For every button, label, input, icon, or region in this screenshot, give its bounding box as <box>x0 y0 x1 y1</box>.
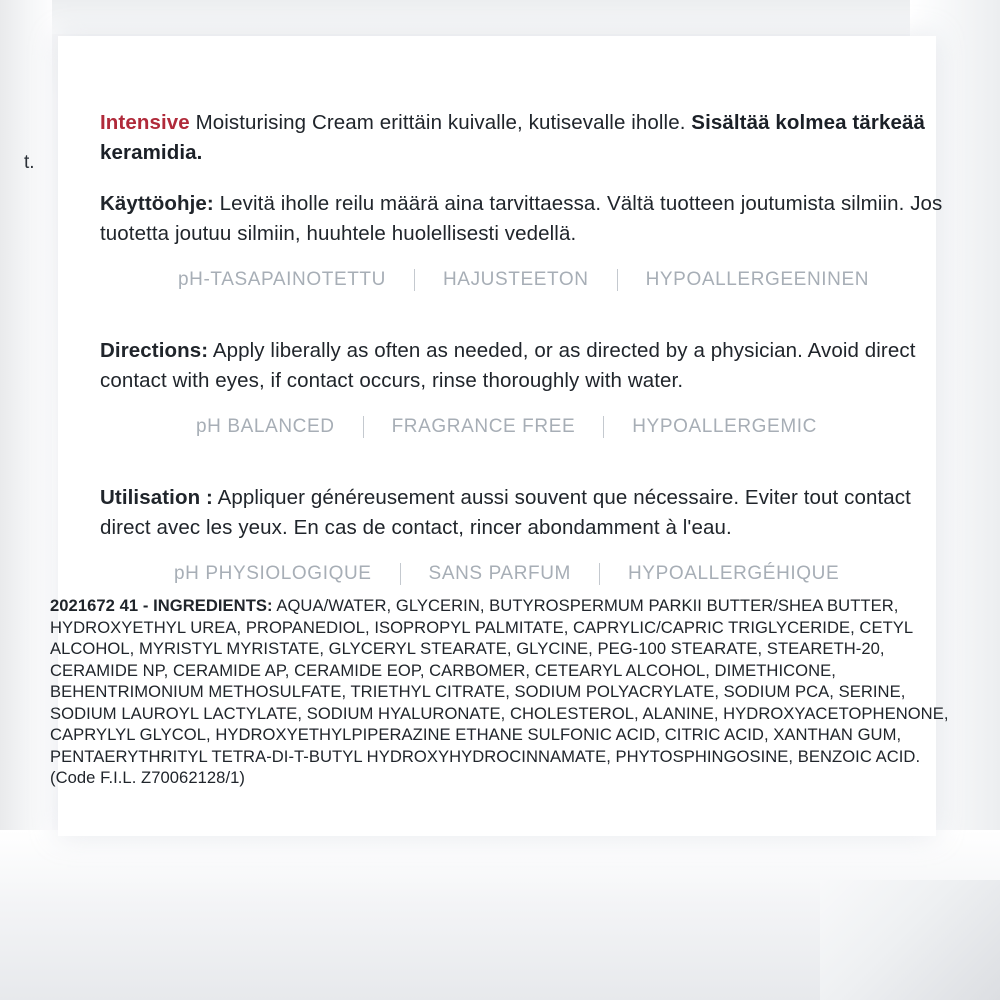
label-text-area <box>100 108 962 591</box>
ingredients-code: 2021672 41 - INGREDIENTS: <box>50 596 273 615</box>
block-spacer <box>100 444 962 462</box>
brand-word: Intensive <box>100 111 190 134</box>
block-spacer <box>100 297 962 315</box>
claim-ph-fr: pH PHYSIOLOGIQUE <box>174 563 372 584</box>
claim-divider <box>400 563 401 585</box>
claim-ph-en: pH BALANCED <box>196 416 335 437</box>
ingredients-list: AQUA/WATER, GLYCERIN, BUTYROSPERMUM PARKII BUTTER/SHEA BUTTER, HYDROXYETHYL UREA, PROPANEDIOL, ISOPROPYL PALMITATE, CAPRYLIC/CAPRIC TRIGLYCERIDE, CETYL ALCOHOL, MYRISTYL MYRISTATE, GLYCERYL STEARATE, GLYCINE, PEG-100 STEARATE, STEARETH-20, CERAMIDE NP, CERAMIDE AP, CERAMIDE EOP, CARBOMER, CETEARYL ALCOHOL, DIMETHICONE, BEHENTRIMONIUM METHOSULFATE, TRIETHYL CITRATE, SODIUM POLYACRYLATE, SODIUM PCA, SERINE, SODIUM LAUROYL LACTYLATE, SODIUM HYALURONATE, CHOLESTEROL, ALANINE, HYDROXYACETOPHENONE, CAPRYLYL GLYCOL, HYDROXYETHYLPIPERAZINE ETHANE SULFONIC ACID, CITRIC ACID, XANTHAN GUM, PENTAERYTHRITYL TETRA-DI-T-BUTYL HYDROXYHYDROCINNAMATE, PHYTOSPHINGOSINE, BENZOIC ACID. (Code F.I.L. Z70062128/1) <box>50 596 949 787</box>
ingredients-block <box>50 595 950 789</box>
language-block-fr <box>100 483 962 586</box>
directions-label-fi: Käyttöohje: <box>100 191 214 215</box>
claims-row-en <box>100 416 962 438</box>
directions-fi <box>100 189 962 249</box>
directions-text-fi: Levitä iholle reilu määrä aina tarvittaessa. Vältä tuotteen joutumista silmiin. Jos tuotetta joutuu silmiin, huuhtele huolellisesti vedellä. <box>100 191 943 245</box>
headline-body: Moisturising Cream erittäin kuivalle, kutisevalle iholle. <box>189 111 692 134</box>
claim-hypoallergenic-en: HYPOALLERGEMIC <box>632 416 817 437</box>
claim-fragrance-en: FRAGRANCE FREE <box>391 416 576 437</box>
directions-text-fr: Appliquer généreusement aussi souvent que nécessaire. Eviter tout contact direct avec les yeux. En cas de contact, rincer abondamment à l'eau. <box>100 485 911 539</box>
cut-off-text-fragment: t. <box>24 152 35 173</box>
claim-ph-fi: pH-TASAPAINOTETTU <box>178 269 386 290</box>
directions-fr <box>100 483 962 543</box>
language-block-fi <box>100 108 962 291</box>
claim-hypoallergenic-fr: HYPOALLERGÉHIQUE <box>627 563 840 584</box>
claim-divider <box>599 563 600 585</box>
directions-label-fr: Utilisation : <box>100 485 213 509</box>
claim-fragrance-fr: SANS PARFUM <box>428 563 571 584</box>
language-block-en <box>100 336 962 439</box>
claim-divider <box>363 416 364 438</box>
claims-row-fr <box>100 563 962 585</box>
headline-fi <box>100 108 962 168</box>
claim-hypoallergenic-fi: HYPOALLERGEENINEN <box>645 269 870 290</box>
claim-fragrance-fi: HAJUSTEETON <box>442 269 589 290</box>
directions-label-en: Directions: <box>100 338 209 362</box>
claim-divider <box>617 269 618 291</box>
directions-en <box>100 336 962 396</box>
package-corner-shadow <box>820 880 1000 1000</box>
claims-row-fi <box>100 269 962 291</box>
headline-bold-tail: Sisältää kolmea tärkeää keramidia. <box>100 111 925 164</box>
claim-divider <box>414 269 415 291</box>
directions-text-en: Apply liberally as often as needed, or as directed by a physician. Avoid direct contact with eyes, if contact occurs, rinse thoroughly with water. <box>100 338 916 392</box>
package-top-edge <box>0 0 1000 34</box>
claim-divider <box>603 416 604 438</box>
